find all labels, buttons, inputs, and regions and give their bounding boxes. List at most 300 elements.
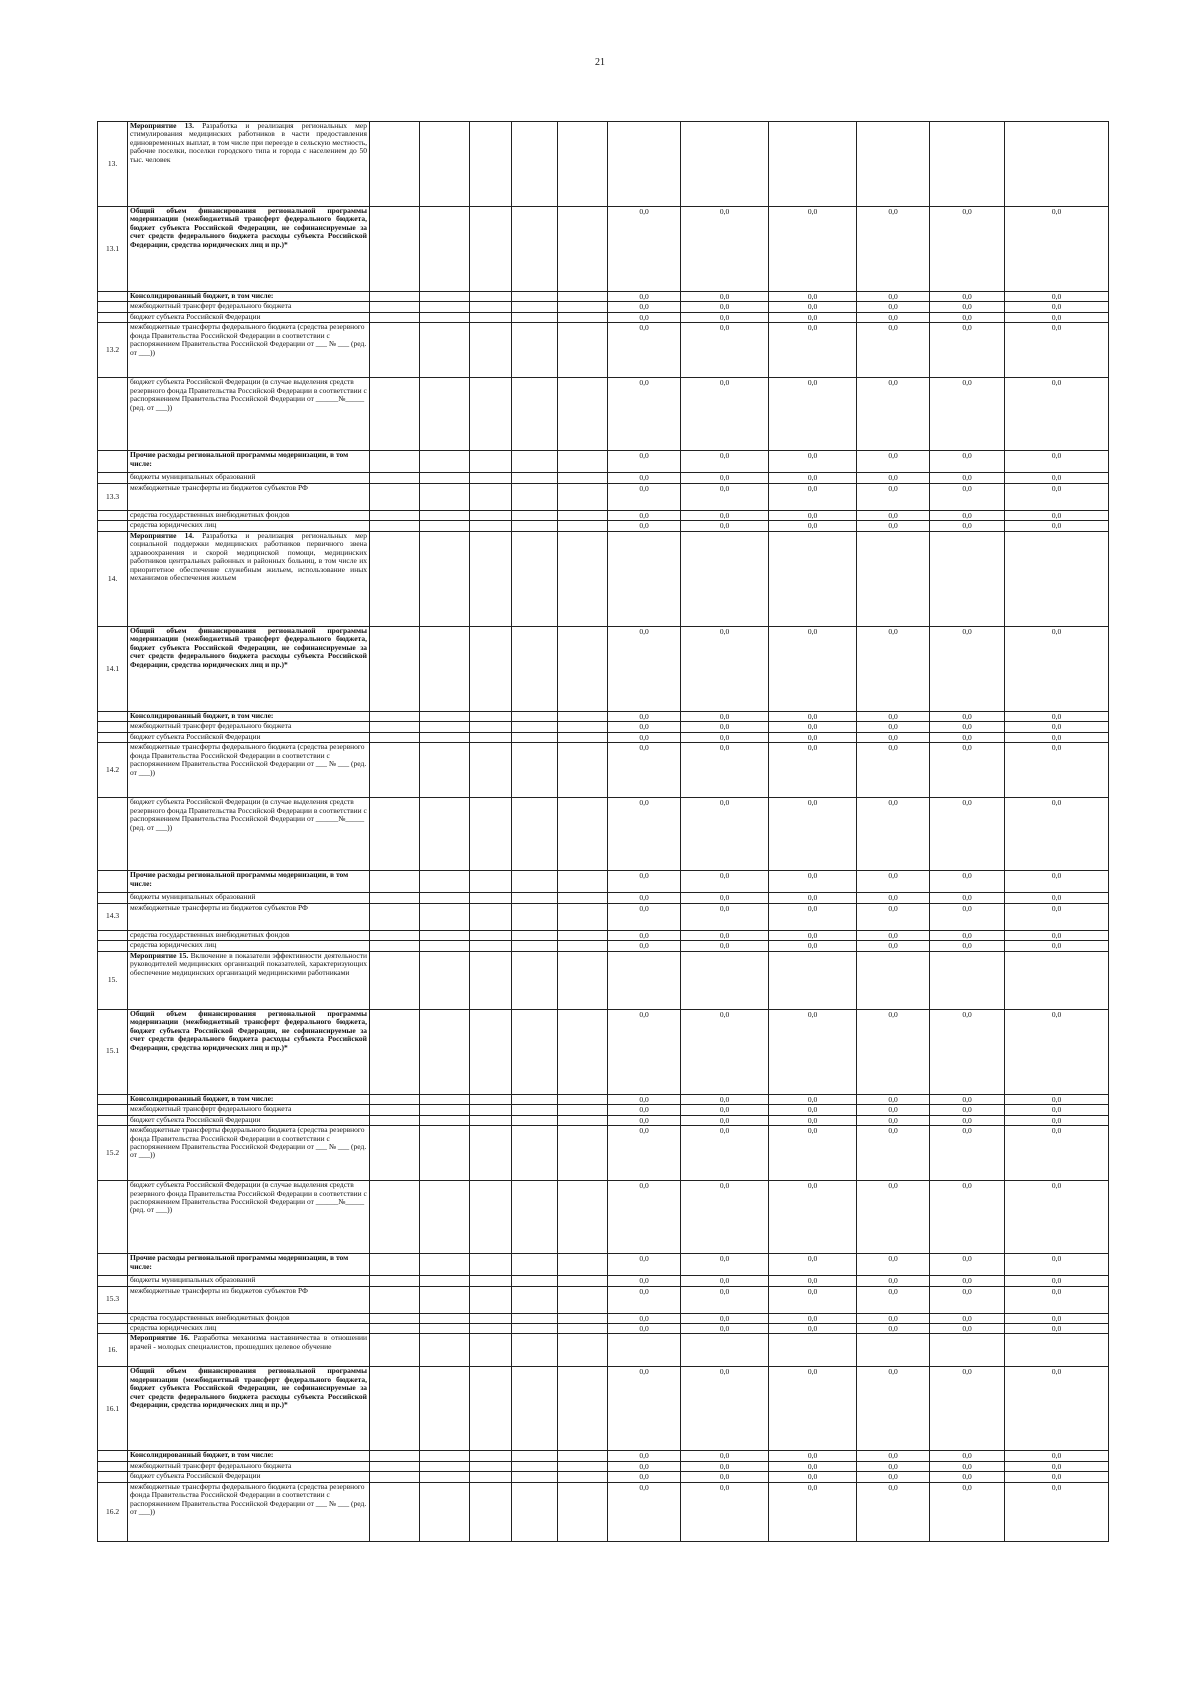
value-cell bbox=[608, 122, 681, 207]
value-cell: 0,0 bbox=[1005, 893, 1109, 903]
measure-heading: Мероприятие 16. bbox=[130, 1333, 190, 1343]
value-cell: 0,0 bbox=[930, 521, 1005, 531]
row-description: межбюджетные трансферты федерального бюджета (средства резервного фонда Правительства Российской Федерации в соответствии с распоряжением Правительства Российской Федерации от ___ № ___ (ред. от ___)) bbox=[128, 1482, 370, 1541]
row-description: средства юридических лиц bbox=[128, 941, 370, 951]
empty-cell bbox=[558, 510, 608, 520]
value-cell: 0,0 bbox=[769, 473, 857, 483]
row-number bbox=[98, 711, 128, 721]
value-cell: 0,0 bbox=[681, 1105, 769, 1115]
value-cell bbox=[769, 531, 857, 626]
value-cell: 0,0 bbox=[1005, 1451, 1109, 1461]
row-description: Консолидированный бюджет, в том числе: bbox=[128, 711, 370, 721]
value-cell: 0,0 bbox=[681, 930, 769, 940]
value-cell: 0,0 bbox=[857, 1472, 930, 1482]
measure-heading: Мероприятие 15. bbox=[130, 951, 189, 960]
value-cell: 0,0 bbox=[608, 302, 681, 312]
value-cell: 0,0 bbox=[857, 473, 930, 483]
empty-cell bbox=[370, 1461, 420, 1471]
empty-cell bbox=[512, 531, 558, 626]
empty-cell bbox=[370, 510, 420, 520]
value-cell: 0,0 bbox=[930, 323, 1005, 378]
value-cell: 0,0 bbox=[930, 473, 1005, 483]
empty-cell bbox=[370, 1482, 420, 1541]
value-cell: 0,0 bbox=[681, 871, 769, 893]
empty-cell bbox=[420, 323, 470, 378]
value-cell: 0,0 bbox=[857, 1009, 930, 1094]
value-cell: 0,0 bbox=[857, 1286, 930, 1313]
empty-cell bbox=[470, 1276, 512, 1286]
value-cell: 0,0 bbox=[930, 1181, 1005, 1254]
value-cell: 0,0 bbox=[769, 1313, 857, 1323]
value-cell: 0,0 bbox=[930, 451, 1005, 473]
value-cell: 0,0 bbox=[857, 1094, 930, 1104]
value-cell bbox=[681, 531, 769, 626]
row-number bbox=[98, 941, 128, 951]
value-cell: 0,0 bbox=[930, 1126, 1005, 1181]
value-cell bbox=[608, 1334, 681, 1367]
row-description: межбюджетный трансферт федерального бюджета bbox=[128, 302, 370, 312]
value-cell: 0,0 bbox=[1005, 1126, 1109, 1181]
value-cell: 0,0 bbox=[1005, 292, 1109, 302]
row-number bbox=[98, 1323, 128, 1333]
value-cell bbox=[1005, 531, 1109, 626]
value-cell: 0,0 bbox=[608, 473, 681, 483]
value-cell: 0,0 bbox=[769, 378, 857, 451]
value-cell: 0,0 bbox=[857, 1115, 930, 1125]
value-cell: 0,0 bbox=[681, 378, 769, 451]
empty-cell bbox=[512, 510, 558, 520]
empty-cell bbox=[370, 1276, 420, 1286]
value-cell: 0,0 bbox=[769, 1105, 857, 1115]
value-cell bbox=[608, 531, 681, 626]
value-cell: 0,0 bbox=[1005, 451, 1109, 473]
empty-cell bbox=[558, 1105, 608, 1115]
empty-cell bbox=[558, 1461, 608, 1471]
empty-cell bbox=[512, 951, 558, 1009]
empty-cell bbox=[512, 871, 558, 893]
empty-cell bbox=[470, 941, 512, 951]
value-cell: 0,0 bbox=[857, 1105, 930, 1115]
empty-cell bbox=[370, 743, 420, 798]
empty-cell bbox=[420, 1094, 470, 1104]
value-cell: 0,0 bbox=[930, 1313, 1005, 1323]
value-cell: 0,0 bbox=[930, 1094, 1005, 1104]
row-number bbox=[98, 451, 128, 473]
value-cell: 0,0 bbox=[930, 722, 1005, 732]
value-cell: 0,0 bbox=[1005, 1472, 1109, 1482]
empty-cell bbox=[558, 1323, 608, 1333]
empty-cell bbox=[370, 483, 420, 510]
value-cell: 0,0 bbox=[608, 1009, 681, 1094]
empty-cell bbox=[512, 378, 558, 451]
value-cell: 0,0 bbox=[1005, 1105, 1109, 1115]
empty-cell bbox=[558, 930, 608, 940]
empty-cell bbox=[558, 1094, 608, 1104]
value-cell: 0,0 bbox=[769, 903, 857, 930]
row-number: 14.3 bbox=[98, 903, 128, 930]
empty-cell bbox=[512, 1313, 558, 1323]
row-description: Консолидированный бюджет, в том числе: bbox=[128, 1094, 370, 1104]
value-cell: 0,0 bbox=[681, 302, 769, 312]
empty-cell bbox=[558, 893, 608, 903]
empty-cell bbox=[470, 722, 512, 732]
value-cell: 0,0 bbox=[930, 930, 1005, 940]
empty-cell bbox=[370, 1126, 420, 1181]
empty-cell bbox=[470, 531, 512, 626]
row-description: Прочие расходы региональной программы модернизации, в том числе: bbox=[128, 451, 370, 473]
value-cell: 0,0 bbox=[930, 871, 1005, 893]
empty-cell bbox=[470, 1115, 512, 1125]
empty-cell bbox=[512, 626, 558, 711]
value-cell: 0,0 bbox=[857, 626, 930, 711]
value-cell: 0,0 bbox=[769, 722, 857, 732]
empty-cell bbox=[420, 1276, 470, 1286]
value-cell: 0,0 bbox=[608, 1105, 681, 1115]
table-row bbox=[98, 951, 1109, 1009]
row-number bbox=[98, 1472, 128, 1482]
empty-cell bbox=[420, 302, 470, 312]
empty-cell bbox=[420, 711, 470, 721]
value-cell bbox=[681, 122, 769, 207]
value-cell: 0,0 bbox=[681, 292, 769, 302]
value-cell: 0,0 bbox=[857, 1367, 930, 1451]
page-number: 21 bbox=[595, 57, 605, 68]
value-cell: 0,0 bbox=[930, 626, 1005, 711]
value-cell: 0,0 bbox=[1005, 1254, 1109, 1276]
row-description: средства государственных внебюджетных фондов bbox=[128, 930, 370, 940]
empty-cell bbox=[470, 732, 512, 742]
value-cell: 0,0 bbox=[769, 1115, 857, 1125]
empty-cell bbox=[420, 531, 470, 626]
row-number bbox=[98, 798, 128, 871]
empty-cell bbox=[558, 871, 608, 893]
value-cell: 0,0 bbox=[1005, 378, 1109, 451]
value-cell: 0,0 bbox=[681, 1126, 769, 1181]
row-description: Общий объем финансирования региональной программы модернизации (межбюджетный трансферт федерального бюджета, бюджет субъекта Российской Федерации, не софинансируемые за счет средств федерального бюджета расходы субъекта Российской Федерации, средства юридических лиц и пр.)* bbox=[128, 626, 370, 711]
value-cell: 0,0 bbox=[857, 1323, 930, 1333]
empty-cell bbox=[420, 732, 470, 742]
value-cell: 0,0 bbox=[681, 312, 769, 322]
empty-cell bbox=[420, 1367, 470, 1451]
value-cell: 0,0 bbox=[1005, 1286, 1109, 1313]
empty-cell bbox=[370, 1009, 420, 1094]
row-description: Прочие расходы региональной программы модернизации, в том числе: bbox=[128, 1254, 370, 1276]
value-cell: 0,0 bbox=[1005, 871, 1109, 893]
row-number bbox=[98, 378, 128, 451]
measure-heading: Мероприятие 14. bbox=[130, 531, 194, 540]
empty-cell bbox=[370, 1451, 420, 1461]
empty-cell bbox=[420, 1313, 470, 1323]
empty-cell bbox=[420, 451, 470, 473]
empty-cell bbox=[470, 798, 512, 871]
row-number bbox=[98, 473, 128, 483]
value-cell: 0,0 bbox=[681, 1367, 769, 1451]
value-cell: 0,0 bbox=[930, 292, 1005, 302]
value-cell: 0,0 bbox=[930, 1323, 1005, 1333]
value-cell bbox=[857, 122, 930, 207]
empty-cell bbox=[558, 1181, 608, 1254]
value-cell: 0,0 bbox=[608, 1115, 681, 1125]
empty-cell bbox=[512, 1254, 558, 1276]
row-number: 14.2 bbox=[98, 743, 128, 798]
empty-cell bbox=[370, 473, 420, 483]
empty-cell bbox=[558, 312, 608, 322]
empty-cell bbox=[420, 1115, 470, 1125]
empty-cell bbox=[470, 302, 512, 312]
empty-cell bbox=[370, 798, 420, 871]
value-cell: 0,0 bbox=[930, 1276, 1005, 1286]
empty-cell bbox=[512, 893, 558, 903]
empty-cell bbox=[370, 893, 420, 903]
value-cell: 0,0 bbox=[681, 722, 769, 732]
empty-cell bbox=[470, 207, 512, 292]
empty-cell bbox=[370, 1313, 420, 1323]
value-cell: 0,0 bbox=[608, 798, 681, 871]
value-cell: 0,0 bbox=[769, 323, 857, 378]
value-cell: 0,0 bbox=[930, 711, 1005, 721]
value-cell: 0,0 bbox=[1005, 1009, 1109, 1094]
row-number bbox=[98, 302, 128, 312]
value-cell bbox=[769, 122, 857, 207]
row-description: межбюджетные трансферты из бюджетов субъектов РФ bbox=[128, 903, 370, 930]
value-cell: 0,0 bbox=[769, 1286, 857, 1313]
financing-table bbox=[97, 121, 1109, 1542]
value-cell: 0,0 bbox=[769, 732, 857, 742]
empty-cell bbox=[558, 1115, 608, 1125]
empty-cell bbox=[370, 302, 420, 312]
value-cell: 0,0 bbox=[1005, 323, 1109, 378]
row-number: 16. bbox=[98, 1334, 128, 1367]
empty-cell bbox=[512, 1482, 558, 1541]
value-cell: 0,0 bbox=[681, 1323, 769, 1333]
value-cell: 0,0 bbox=[608, 483, 681, 510]
table-row bbox=[98, 1334, 1109, 1367]
empty-cell bbox=[512, 483, 558, 510]
empty-cell bbox=[420, 722, 470, 732]
value-cell: 0,0 bbox=[1005, 207, 1109, 292]
row-number: 15. bbox=[98, 951, 128, 1009]
empty-cell bbox=[420, 1181, 470, 1254]
row-description: Консолидированный бюджет, в том числе: bbox=[128, 1451, 370, 1461]
table-row bbox=[98, 1094, 1109, 1104]
row-description: средства государственных внебюджетных фондов bbox=[128, 1313, 370, 1323]
value-cell: 0,0 bbox=[681, 323, 769, 378]
empty-cell bbox=[420, 1286, 470, 1313]
value-cell: 0,0 bbox=[769, 521, 857, 531]
row-description: Мероприятие 15. Включение в показатели эффективности деятельности руководителей медицинских организаций показателей, характеризующих обеспечение медицинских организаций медицинскими работниками bbox=[128, 951, 370, 1009]
row-description: Мероприятие 16. Разработка механизма наставничества в отношении врачей - молодых специалистов, прошедших целевое обучение bbox=[128, 1334, 370, 1367]
empty-cell bbox=[512, 722, 558, 732]
value-cell: 0,0 bbox=[769, 930, 857, 940]
empty-cell bbox=[470, 1009, 512, 1094]
table-row bbox=[98, 722, 1109, 732]
empty-cell bbox=[470, 1472, 512, 1482]
row-description: бюджет субъекта Российской Федерации (в случае выделения средств резервного фонда Правительства Российской Федерации в соответствии с распоряжением Правительства Российской Федерации от ______№_____ (ред. от ___)) bbox=[128, 378, 370, 451]
value-cell: 0,0 bbox=[930, 941, 1005, 951]
empty-cell bbox=[470, 711, 512, 721]
value-cell: 0,0 bbox=[608, 893, 681, 903]
value-cell bbox=[1005, 122, 1109, 207]
value-cell: 0,0 bbox=[930, 1115, 1005, 1125]
empty-cell bbox=[370, 323, 420, 378]
empty-cell bbox=[420, 941, 470, 951]
value-cell: 0,0 bbox=[608, 1313, 681, 1323]
empty-cell bbox=[420, 207, 470, 292]
empty-cell bbox=[370, 1115, 420, 1125]
empty-cell bbox=[370, 903, 420, 930]
table-row bbox=[98, 1115, 1109, 1125]
empty-cell bbox=[470, 1254, 512, 1276]
row-number bbox=[98, 521, 128, 531]
empty-cell bbox=[512, 323, 558, 378]
table-row bbox=[98, 798, 1109, 871]
value-cell: 0,0 bbox=[857, 711, 930, 721]
empty-cell bbox=[512, 451, 558, 473]
value-cell: 0,0 bbox=[681, 510, 769, 520]
empty-cell bbox=[470, 1094, 512, 1104]
empty-cell bbox=[420, 1451, 470, 1461]
value-cell: 0,0 bbox=[681, 207, 769, 292]
row-number: 14. bbox=[98, 531, 128, 626]
row-number bbox=[98, 1094, 128, 1104]
value-cell: 0,0 bbox=[1005, 1313, 1109, 1323]
value-cell: 0,0 bbox=[681, 893, 769, 903]
value-cell: 0,0 bbox=[681, 798, 769, 871]
empty-cell bbox=[558, 1254, 608, 1276]
empty-cell bbox=[420, 521, 470, 531]
empty-cell bbox=[470, 312, 512, 322]
empty-cell bbox=[512, 1126, 558, 1181]
empty-cell bbox=[420, 1461, 470, 1471]
row-description: межбюджетные трансферты из бюджетов субъектов РФ bbox=[128, 1286, 370, 1313]
value-cell: 0,0 bbox=[681, 626, 769, 711]
empty-cell bbox=[558, 292, 608, 302]
table-row bbox=[98, 871, 1109, 893]
row-number bbox=[98, 1181, 128, 1254]
value-cell: 0,0 bbox=[857, 1276, 930, 1286]
row-description: Мероприятие 14. Разработка и реализация региональных мер социальной поддержки медицинских работников первичного звена здравоохранения и скорой медицинской помощи, медицинских работников центральных районных и районных больниц, в том числе их приоритетное обеспечение служебным жильем, использование иных механизмов обеспечения жильем bbox=[128, 531, 370, 626]
table-row bbox=[98, 207, 1109, 292]
value-cell: 0,0 bbox=[857, 510, 930, 520]
value-cell: 0,0 bbox=[1005, 930, 1109, 940]
row-description: Общий объем финансирования региональной программы модернизации (межбюджетный трансферт федерального бюджета, бюджет субъекта Российской Федерации, не софинансируемые за счет средств федерального бюджета расходы субъекта Российской Федерации, средства юридических лиц и пр.)* bbox=[128, 1367, 370, 1451]
empty-cell bbox=[512, 930, 558, 940]
empty-cell bbox=[558, 903, 608, 930]
row-description: средства государственных внебюджетных фондов bbox=[128, 510, 370, 520]
value-cell: 0,0 bbox=[857, 378, 930, 451]
row-number: 13.3 bbox=[98, 483, 128, 510]
empty-cell bbox=[370, 1094, 420, 1104]
value-cell: 0,0 bbox=[769, 1461, 857, 1471]
empty-cell bbox=[370, 1254, 420, 1276]
empty-cell bbox=[512, 122, 558, 207]
empty-cell bbox=[470, 1367, 512, 1451]
empty-cell bbox=[370, 292, 420, 302]
value-cell: 0,0 bbox=[769, 871, 857, 893]
empty-cell bbox=[420, 483, 470, 510]
value-cell bbox=[769, 951, 857, 1009]
empty-cell bbox=[470, 871, 512, 893]
row-number bbox=[98, 1115, 128, 1125]
value-cell: 0,0 bbox=[769, 941, 857, 951]
empty-cell bbox=[512, 941, 558, 951]
row-number bbox=[98, 930, 128, 940]
empty-cell bbox=[420, 743, 470, 798]
empty-cell bbox=[470, 1181, 512, 1254]
value-cell: 0,0 bbox=[681, 1009, 769, 1094]
row-number: 14.1 bbox=[98, 626, 128, 711]
value-cell bbox=[930, 1334, 1005, 1367]
empty-cell bbox=[558, 378, 608, 451]
value-cell: 0,0 bbox=[1005, 1276, 1109, 1286]
table-row bbox=[98, 1286, 1109, 1313]
table-row bbox=[98, 1276, 1109, 1286]
empty-cell bbox=[558, 941, 608, 951]
table-row bbox=[98, 312, 1109, 322]
empty-cell bbox=[512, 732, 558, 742]
value-cell bbox=[608, 951, 681, 1009]
value-cell: 0,0 bbox=[1005, 1461, 1109, 1471]
value-cell: 0,0 bbox=[769, 483, 857, 510]
empty-cell bbox=[512, 1461, 558, 1471]
value-cell: 0,0 bbox=[608, 626, 681, 711]
empty-cell bbox=[420, 951, 470, 1009]
value-cell bbox=[857, 1334, 930, 1367]
table-row bbox=[98, 323, 1109, 378]
value-cell: 0,0 bbox=[608, 510, 681, 520]
empty-cell bbox=[470, 1461, 512, 1471]
empty-cell bbox=[558, 722, 608, 732]
empty-cell bbox=[370, 207, 420, 292]
empty-cell bbox=[558, 951, 608, 1009]
table-row bbox=[98, 930, 1109, 940]
empty-cell bbox=[370, 1334, 420, 1367]
row-description: Общий объем финансирования региональной программы модернизации (межбюджетный трансферт федерального бюджета, бюджет субъекта Российской Федерации, не софинансируемые за счет средств федерального бюджета расходы субъекта Российской Федерации, средства юридических лиц и пр.)* bbox=[128, 1009, 370, 1094]
row-number bbox=[98, 722, 128, 732]
empty-cell bbox=[512, 1367, 558, 1451]
empty-cell bbox=[470, 1451, 512, 1461]
value-cell: 0,0 bbox=[1005, 1181, 1109, 1254]
row-description: бюджет субъекта Российской Федерации bbox=[128, 1472, 370, 1482]
row-number bbox=[98, 893, 128, 903]
row-number: 15.1 bbox=[98, 1009, 128, 1094]
value-cell: 0,0 bbox=[681, 743, 769, 798]
empty-cell bbox=[370, 951, 420, 1009]
row-description: средства юридических лиц bbox=[128, 1323, 370, 1333]
empty-cell bbox=[470, 1286, 512, 1313]
empty-cell bbox=[370, 871, 420, 893]
empty-cell bbox=[558, 1009, 608, 1094]
empty-cell bbox=[512, 292, 558, 302]
empty-cell bbox=[470, 1126, 512, 1181]
empty-cell bbox=[370, 451, 420, 473]
value-cell: 0,0 bbox=[857, 903, 930, 930]
empty-cell bbox=[470, 893, 512, 903]
empty-cell bbox=[512, 302, 558, 312]
empty-cell bbox=[558, 626, 608, 711]
empty-cell bbox=[558, 1472, 608, 1482]
value-cell: 0,0 bbox=[769, 510, 857, 520]
empty-cell bbox=[370, 711, 420, 721]
row-number bbox=[98, 732, 128, 742]
empty-cell bbox=[512, 1094, 558, 1104]
value-cell: 0,0 bbox=[769, 743, 857, 798]
empty-cell bbox=[370, 531, 420, 626]
value-cell: 0,0 bbox=[930, 1105, 1005, 1115]
row-description: бюджеты муниципальных образований bbox=[128, 1276, 370, 1286]
value-cell: 0,0 bbox=[857, 732, 930, 742]
row-number bbox=[98, 1105, 128, 1115]
